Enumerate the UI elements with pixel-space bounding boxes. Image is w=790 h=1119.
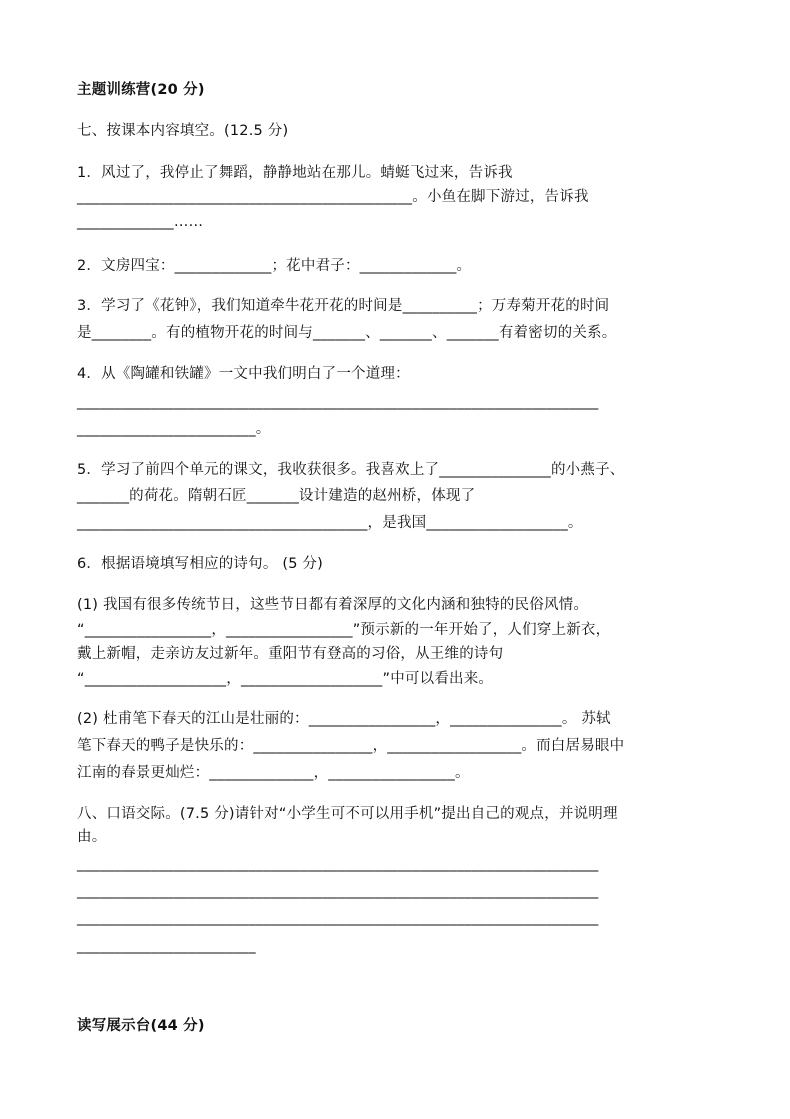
q8-answer-line1: ______________________________________________________________________ [77, 856, 599, 872]
q7-item5-line2: _______的荷花。隋朝石匠_______设计建造的赵州桥，体现了 [77, 488, 476, 504]
q7-item6-part2-line3: 江南的春景更灿烂：______________，_________________。 [77, 765, 470, 781]
q7-item6-part2-line2: 笔下春天的鸭子是快乐的：________________，__________________。而白居易眼中 [77, 738, 625, 754]
section-title-theme-training: 主题训练营(20 分) [77, 82, 205, 98]
q7-item4-line1: 4．从《陶罐和铁罐》一文中我们明白了一个道理： [77, 366, 410, 382]
q8-title-line2: 由。 [77, 829, 107, 845]
q7-item6-part1-line1: (1) 我国有很多传统节日，这些节日都有着深厚的文化内涵和独特的民俗风情。 [77, 597, 589, 613]
section-title-reading-writing: 读写展示台(44 分) [77, 1018, 205, 1034]
q7-item4-line3: ________________________。 [77, 421, 271, 437]
q7-item6-part1-line3: 戴上新帽，走亲访友过新年。重阳节有登高的习俗，从王维的诗句 [77, 646, 504, 662]
q7-item3-line2: 是________。有的植物开花的时间与_______、_______、_______有着密切的关系。 [77, 325, 617, 341]
q8-answer-line2: ______________________________________________________________________ [77, 883, 599, 899]
q7-item1-line1: 1．风过了，我停止了舞蹈，静静地站在那儿。蜻蜓飞过来，告诉我 [77, 165, 513, 181]
q8-answer-line3: ______________________________________________________________________ [77, 910, 599, 926]
q8-answer-line4: ________________________ [77, 938, 256, 954]
q7-item6-part1-line4: “___________________，___________________”中可以看出来。 [77, 671, 494, 687]
q7-item5-line1: 5．学习了前四个单元的课文，我收获很多。我喜欢上了_______________的小燕子、 [77, 462, 625, 478]
q7-item6-part2-line1: (2) 杜甫笔下春天的江山是壮丽的：_________________，_______________。 苏轼 [77, 711, 611, 727]
q7-title: 七、按课本内容填空。(12.5 分) [77, 123, 289, 139]
q7-item6-part1-line2: “_________________，_________________”预示新的一年开始了，人们穿上新衣， [77, 622, 611, 638]
q7-item4-line2: ______________________________________________________________________ [77, 394, 599, 410]
q8-title-line1: 八、口语交际。(7.5 分)请针对“小学生可不可以用手机”提出自己的观点，并说明理 [77, 806, 618, 822]
q7-item2: 2．文房四宝：_____________；花中君子：_____________。 [77, 258, 472, 274]
q7-item1-line2: _____________________________________________。小鱼在脚下游过，告诉我 [77, 189, 589, 205]
q7-item3-line1: 3．学习了《花钟》，我们知道牵牛花开花的时间是__________；万寿菊开花的时间 [77, 298, 610, 314]
q7-item1-line3: _____________…… [77, 214, 204, 230]
q7-item6-title: 6．根据语境填写相应的诗句。 (5 分) [77, 556, 323, 572]
q7-item5-line3: _______________________________________，是我国___________________。 [77, 515, 583, 531]
